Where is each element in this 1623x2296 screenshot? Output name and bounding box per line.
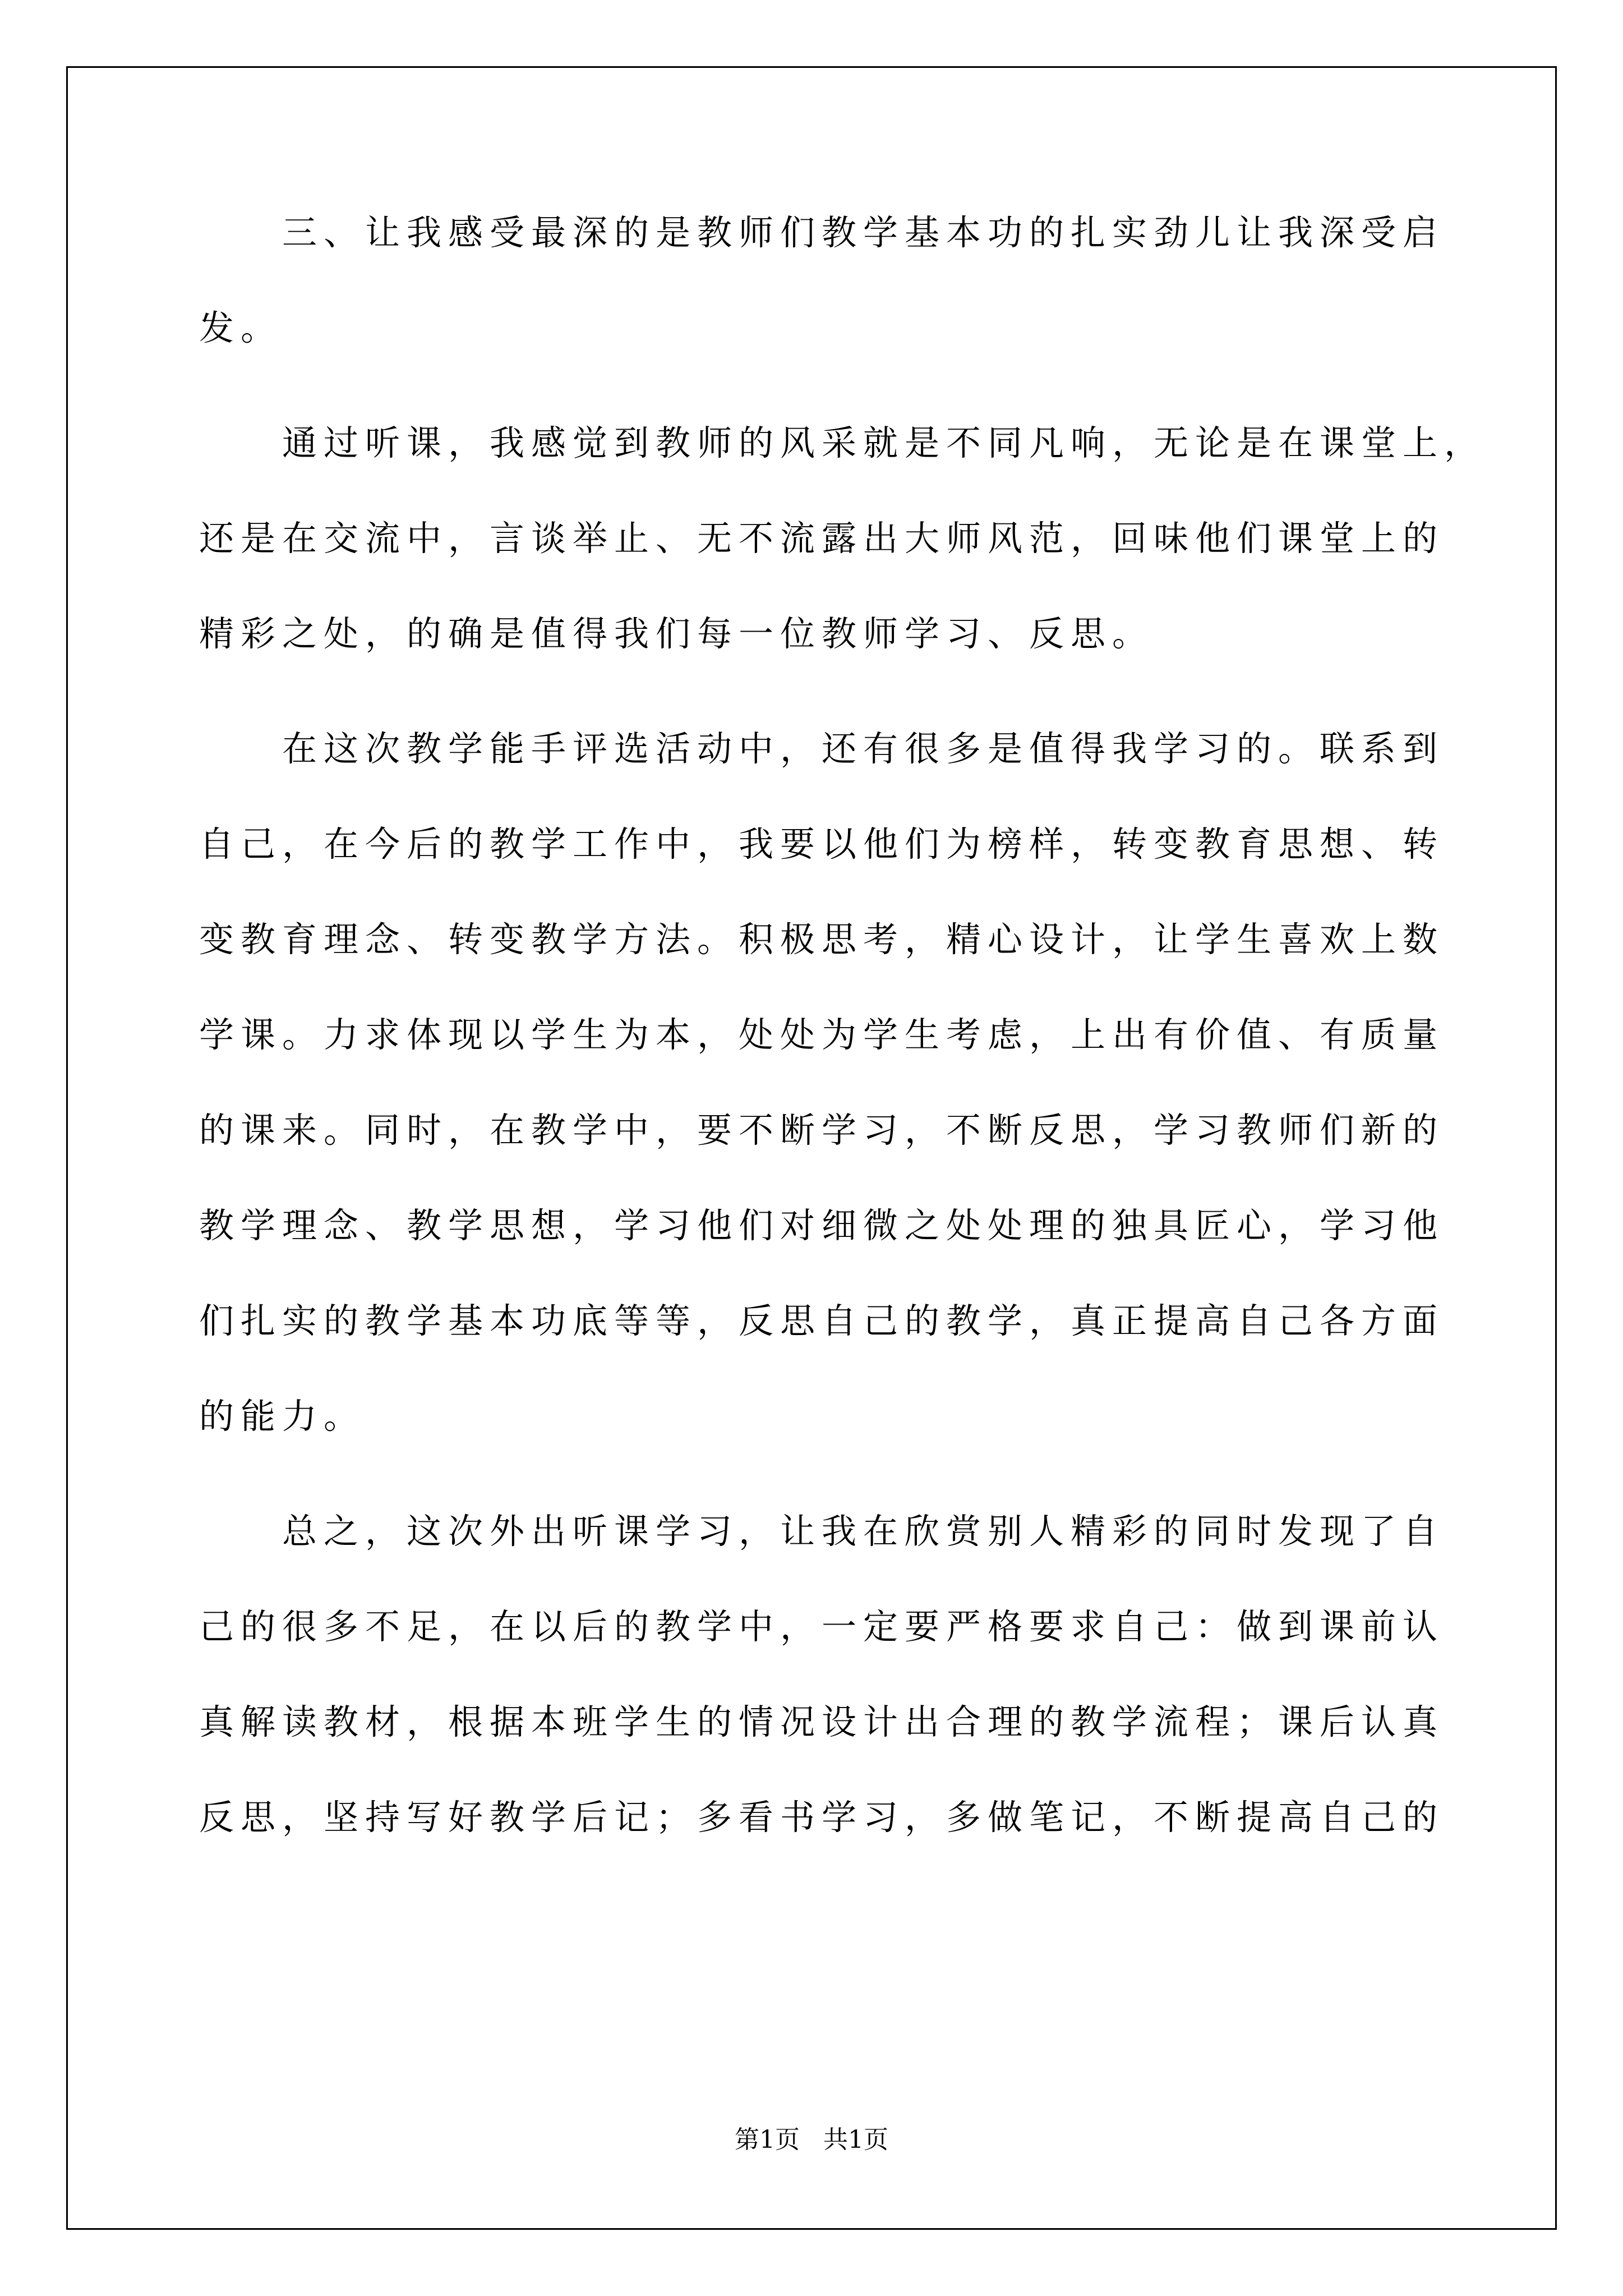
paragraph-3-line-6: 教学理念、教学思想，学习他们对细微之处处理的独具匠心，学习他: [199, 1205, 1445, 1246]
paragraph-3-line-3: 变教育理念、转变教学方法。积极思考，精心设计，让学生喜欢上数: [199, 919, 1445, 960]
paragraph-2-line-3: 精彩之处，的确是值得我们每一位教师学习、反思。: [199, 613, 1154, 654]
paragraph-3-line-4: 学课。力求体现以学生为本，处处为学生考虑，上出有价值、有质量: [199, 1014, 1445, 1055]
paragraph-1-line-2: 发。: [199, 307, 283, 348]
paragraph-4-line-1: 总之，这次外出听课学习，让我在欣赏别人精彩的同时发现了自: [282, 1511, 1445, 1552]
paragraph-1-line-1: 三、让我感受最深的是教师们教学基本功的扎实劲儿让我深受启: [282, 212, 1445, 253]
page-footer: 第1页 共1页: [735, 2125, 888, 2154]
paragraph-4-line-2: 己的很多不足，在以后的教学中，一定要严格要求自己：做到课前认: [199, 1606, 1445, 1647]
paragraph-2-line-1: 通过听课，我感觉到教师的风采就是不同凡响，无论是在课堂上，: [282, 422, 1486, 463]
paragraph-3-line-1: 在这次教学能手评选活动中，还有很多是值得我学习的。联系到: [282, 728, 1445, 769]
paragraph-2-line-2: 还是在交流中，言谈举止、无不流露出大师风范，回味他们课堂上的: [199, 518, 1445, 559]
paragraph-4-line-4: 反思，坚持写好教学后记；多看书学习，多做笔记，不断提高自己的: [199, 1797, 1445, 1838]
paragraph-4-line-3: 真解读教材，根据本班学生的情况设计出合理的教学流程；课后认真: [199, 1701, 1445, 1742]
paragraph-3-line-5: 的课来。同时，在教学中，要不断学习，不断反思，学习教师们新的: [199, 1110, 1445, 1151]
paragraph-3-line-2: 自己，在今后的教学工作中，我要以他们为榜样，转变教育思想、转: [199, 823, 1445, 864]
paragraph-3-line-8: 的能力。: [199, 1396, 366, 1437]
paragraph-3-line-7: 们扎实的教学基本功底等等，反思自己的教学，真正提高自己各方面: [199, 1300, 1445, 1341]
